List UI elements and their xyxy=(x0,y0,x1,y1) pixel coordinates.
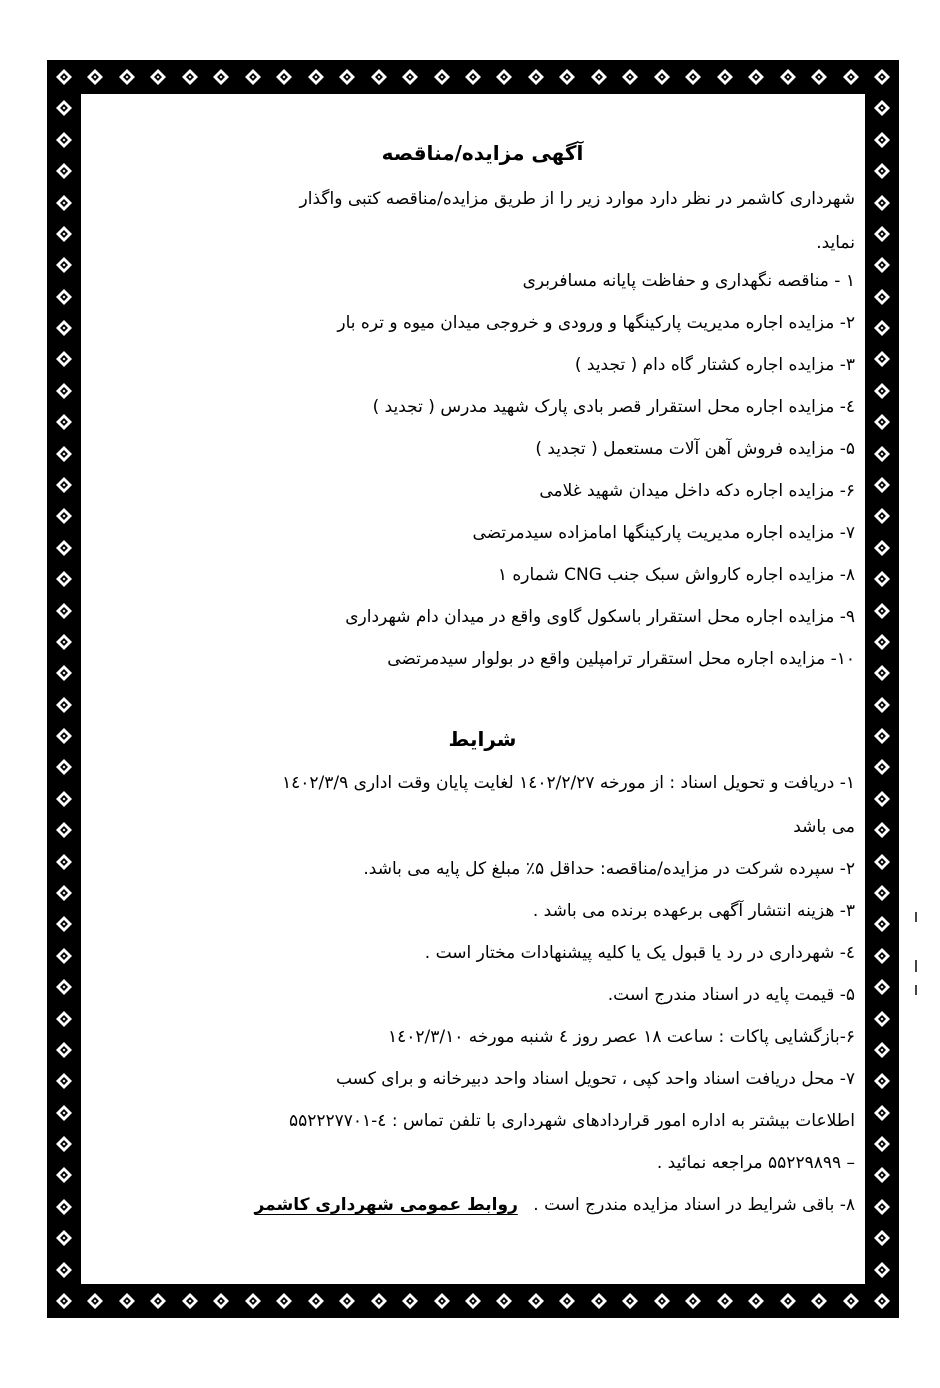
border-diamond-ornament xyxy=(527,1292,545,1310)
notice-item: ۱ - مناقصه نگهداری و حفاظت پایانه مسافربری xyxy=(522,271,855,291)
border-diamond-ornament xyxy=(55,915,73,933)
border-diamond-ornament xyxy=(873,225,891,243)
condition-line: ۱- دریافت و تحویل اسناد : از مورخه ۱٤۰۲/۲/۲۷ لغایت پایان وقت اداری ۱٤۰۲/۳/۹ xyxy=(281,773,855,793)
border-diamond-ornament xyxy=(55,194,73,212)
border-diamond-ornament xyxy=(464,68,482,86)
signature: روابط عمومی شهرداری کاشمر xyxy=(254,1195,518,1215)
border-diamond-ornament xyxy=(55,1010,73,1028)
border-diamond-ornament xyxy=(873,288,891,306)
border-diamond-ornament xyxy=(433,68,451,86)
border-diamond-ornament xyxy=(55,1072,73,1090)
condition-line: – ۵۵۲۲۹۸۹۹ مراجعه نمائید . xyxy=(656,1153,855,1173)
border-diamond-ornament xyxy=(873,382,891,400)
border-diamond-ornament xyxy=(873,790,891,808)
border-diamond-ornament xyxy=(527,68,545,86)
border-diamond-ornament xyxy=(55,570,73,588)
condition-line: ۲- سپرده شرکت در مزایده/مناقصه: حداقل ۵٪ مبلغ کل پایه می باشد. xyxy=(363,859,855,879)
border-diamond-ornament xyxy=(873,1072,891,1090)
border-diamond-ornament xyxy=(244,1292,262,1310)
border-diamond-ornament xyxy=(55,68,73,86)
border-diamond-ornament xyxy=(55,99,73,117)
border-diamond-ornament xyxy=(86,68,104,86)
border-diamond-ornament xyxy=(873,853,891,871)
border-diamond-ornament xyxy=(873,256,891,274)
border-diamond-ornament xyxy=(55,539,73,557)
border-diamond-ornament xyxy=(55,664,73,682)
border-diamond-ornament xyxy=(873,821,891,839)
border-diamond-ornament xyxy=(55,884,73,902)
border-diamond-ornament xyxy=(873,696,891,714)
border-diamond-ornament xyxy=(873,413,891,431)
border-diamond-ornament xyxy=(810,68,828,86)
intro-line: شهرداری کاشمر در نظر دارد موارد زیر را از طریق مزایده/مناقصه کتبی واگذار xyxy=(299,189,855,209)
border-diamond-ornament xyxy=(873,1010,891,1028)
border-diamond-ornament xyxy=(873,884,891,902)
notice-item: ۱۰- مزایده اجاره محل استقرار ترامپلین واقع در بولوار سیدمرتضی xyxy=(387,649,855,669)
border-diamond-ornament xyxy=(55,978,73,996)
notice-item: ۶- مزایده اجاره دکه داخل میدان شهید غلامی xyxy=(539,481,855,501)
border-diamond-ornament xyxy=(716,1292,734,1310)
border-diamond-ornament xyxy=(747,1292,765,1310)
border-diamond-ornament xyxy=(55,413,73,431)
border-diamond-ornament xyxy=(873,68,891,86)
border-diamond-ornament xyxy=(873,1198,891,1216)
border-diamond-ornament xyxy=(212,68,230,86)
border-diamond-ornament xyxy=(873,1166,891,1184)
border-diamond-ornament xyxy=(401,68,419,86)
border-diamond-ornament xyxy=(55,853,73,871)
condition-line: ۸- باقی شرایط در اسناد مزایده مندرج است . xyxy=(533,1195,855,1215)
border-diamond-ornament xyxy=(873,1104,891,1122)
border-diamond-ornament xyxy=(684,1292,702,1310)
condition-line: ۵- قیمت پایه در اسناد مندرج است. xyxy=(607,985,855,1005)
border-diamond-ornament xyxy=(181,68,199,86)
border-diamond-ornament xyxy=(55,1041,73,1059)
border-diamond-ornament xyxy=(55,1135,73,1153)
border-diamond-ornament xyxy=(55,758,73,776)
condition-line: ٤- شهرداری در رد یا قبول یک یا کلیه پیشنهادات مختار است . xyxy=(424,943,855,963)
border-diamond-ornament xyxy=(873,947,891,965)
border-diamond-ornament xyxy=(55,821,73,839)
border-diamond-ornament xyxy=(55,131,73,149)
border-diamond-ornament xyxy=(55,1104,73,1122)
border-diamond-ornament xyxy=(716,68,734,86)
border-diamond-ornament xyxy=(590,68,608,86)
border-diamond-ornament xyxy=(275,1292,293,1310)
border-diamond-ornament xyxy=(86,1292,104,1310)
border-diamond-ornament xyxy=(810,1292,828,1310)
border-diamond-ornament xyxy=(653,1292,671,1310)
border-diamond-ornament xyxy=(370,68,388,86)
border-diamond-ornament xyxy=(495,1292,513,1310)
border-diamond-ornament xyxy=(55,1166,73,1184)
border-diamond-ornament xyxy=(747,68,765,86)
border-diamond-ornament xyxy=(55,162,73,180)
border-diamond-ornament xyxy=(55,1229,73,1247)
border-diamond-ornament xyxy=(873,162,891,180)
notice-item: ٤- مزایده اجاره محل استقرار قصر بادی پارک شهید مدرس ( تجدید ) xyxy=(372,397,855,417)
notice-item: ۵- مزایده فروش آهن آلات مستعمل ( تجدید ) xyxy=(535,439,855,459)
border-diamond-ornament xyxy=(873,445,891,463)
border-diamond-ornament xyxy=(873,978,891,996)
border-diamond-ornament xyxy=(842,68,860,86)
border-diamond-ornament xyxy=(118,1292,136,1310)
border-diamond-ornament xyxy=(55,256,73,274)
border-diamond-ornament xyxy=(55,445,73,463)
condition-line: ۷- محل دریافت اسناد واحد کپی ، تحویل اسناد واحد دبیرخانه و برای کسب xyxy=(335,1069,855,1089)
notice-item: ۲- مزایده اجاره مدیریت پارکینگها و ورودی و خروجی میدان میوه و تره بار xyxy=(337,313,855,333)
border-diamond-ornament xyxy=(212,1292,230,1310)
border-diamond-ornament xyxy=(55,1292,73,1310)
border-diamond-ornament xyxy=(55,696,73,714)
border-diamond-ornament xyxy=(307,68,325,86)
border-diamond-ornament xyxy=(558,1292,576,1310)
border-diamond-ornament xyxy=(779,68,797,86)
border-diamond-ornament xyxy=(873,507,891,525)
border-diamond-ornament xyxy=(55,476,73,494)
border-diamond-ornament xyxy=(55,1198,73,1216)
border-diamond-ornament xyxy=(873,99,891,117)
border-diamond-ornament xyxy=(433,1292,451,1310)
border-diamond-ornament xyxy=(873,758,891,776)
border-diamond-ornament xyxy=(55,727,73,745)
border-diamond-ornament xyxy=(495,68,513,86)
border-diamond-ornament xyxy=(873,1135,891,1153)
border-diamond-ornament xyxy=(621,1292,639,1310)
border-diamond-ornament xyxy=(55,790,73,808)
condition-line: می باشد xyxy=(793,817,855,837)
notice-item: ۳- مزایده اجاره کشتار گاه دام ( تجدید ) xyxy=(574,355,855,375)
border-diamond-ornament xyxy=(55,1261,73,1279)
border-diamond-ornament xyxy=(55,350,73,368)
border-diamond-ornament xyxy=(873,131,891,149)
notice-item: ۸- مزایده اجاره کارواش سبک جنب CNG شماره ۱ xyxy=(497,565,855,585)
notice-title: آگهی مزایده/مناقصه xyxy=(381,141,584,165)
border-diamond-ornament xyxy=(873,570,891,588)
condition-line: ۳- هزینه انتشار آگهی برعهده برنده می باشد . xyxy=(532,901,855,921)
scan-mark xyxy=(915,912,917,922)
condition-line: اطلاعات بیشتر به اداره امور قراردادهای شهرداری با تلفن تماس : ٤-۵۵۲۲۲۷۷۰۱ xyxy=(288,1111,855,1131)
border-diamond-ornament xyxy=(338,1292,356,1310)
border-diamond-ornament xyxy=(873,1229,891,1247)
condition-last-line xyxy=(110,1194,855,1216)
border-diamond-ornament xyxy=(275,68,293,86)
scan-mark xyxy=(915,985,917,995)
scan-mark xyxy=(915,960,917,972)
border-diamond-ornament xyxy=(590,1292,608,1310)
notice-item: ۷- مزایده اجاره مدیریت پارکینگها امامزاده سیدمرتضی xyxy=(472,523,855,543)
border-diamond-ornament xyxy=(653,68,671,86)
border-diamond-ornament xyxy=(401,1292,419,1310)
border-diamond-ornament xyxy=(684,68,702,86)
border-diamond-ornament xyxy=(621,68,639,86)
border-diamond-ornament xyxy=(181,1292,199,1310)
intro-line: نماید. xyxy=(816,233,855,253)
border-diamond-ornament xyxy=(873,1261,891,1279)
border-diamond-ornament xyxy=(464,1292,482,1310)
border-diamond-ornament xyxy=(55,288,73,306)
border-diamond-ornament xyxy=(873,539,891,557)
border-diamond-ornament xyxy=(307,1292,325,1310)
border-diamond-ornament xyxy=(55,225,73,243)
border-diamond-ornament xyxy=(55,507,73,525)
border-diamond-ornament xyxy=(55,602,73,620)
conditions-title: شرایط xyxy=(448,727,517,751)
border-diamond-ornament xyxy=(873,664,891,682)
condition-line: ۶-بازگشایی پاکات : ساعت ۱۸ عصر روز ٤ شنبه مورخه ۱٤۰۲/۳/۱۰ xyxy=(388,1027,855,1047)
notice-item: ۹- مزایده اجاره محل استقرار باسکول گاوی واقع در میدان دام شهرداری xyxy=(345,607,855,627)
border-diamond-ornament xyxy=(55,319,73,337)
border-diamond-ornament xyxy=(873,633,891,651)
notice-content xyxy=(110,130,855,1240)
border-diamond-ornament xyxy=(338,68,356,86)
border-diamond-ornament xyxy=(873,350,891,368)
border-diamond-ornament xyxy=(873,1292,891,1310)
border-diamond-ornament xyxy=(873,1041,891,1059)
border-diamond-ornament xyxy=(873,727,891,745)
border-diamond-ornament xyxy=(118,68,136,86)
border-diamond-ornament xyxy=(55,633,73,651)
border-diamond-ornament xyxy=(873,476,891,494)
border-diamond-ornament xyxy=(55,947,73,965)
border-diamond-ornament xyxy=(842,1292,860,1310)
border-diamond-ornament xyxy=(55,382,73,400)
border-diamond-ornament xyxy=(873,194,891,212)
border-diamond-ornament xyxy=(779,1292,797,1310)
border-diamond-ornament xyxy=(244,68,262,86)
border-diamond-ornament xyxy=(149,68,167,86)
border-diamond-ornament xyxy=(873,915,891,933)
border-diamond-ornament xyxy=(558,68,576,86)
border-diamond-ornament xyxy=(873,602,891,620)
border-diamond-ornament xyxy=(149,1292,167,1310)
border-diamond-ornament xyxy=(873,319,891,337)
border-diamond-ornament xyxy=(370,1292,388,1310)
